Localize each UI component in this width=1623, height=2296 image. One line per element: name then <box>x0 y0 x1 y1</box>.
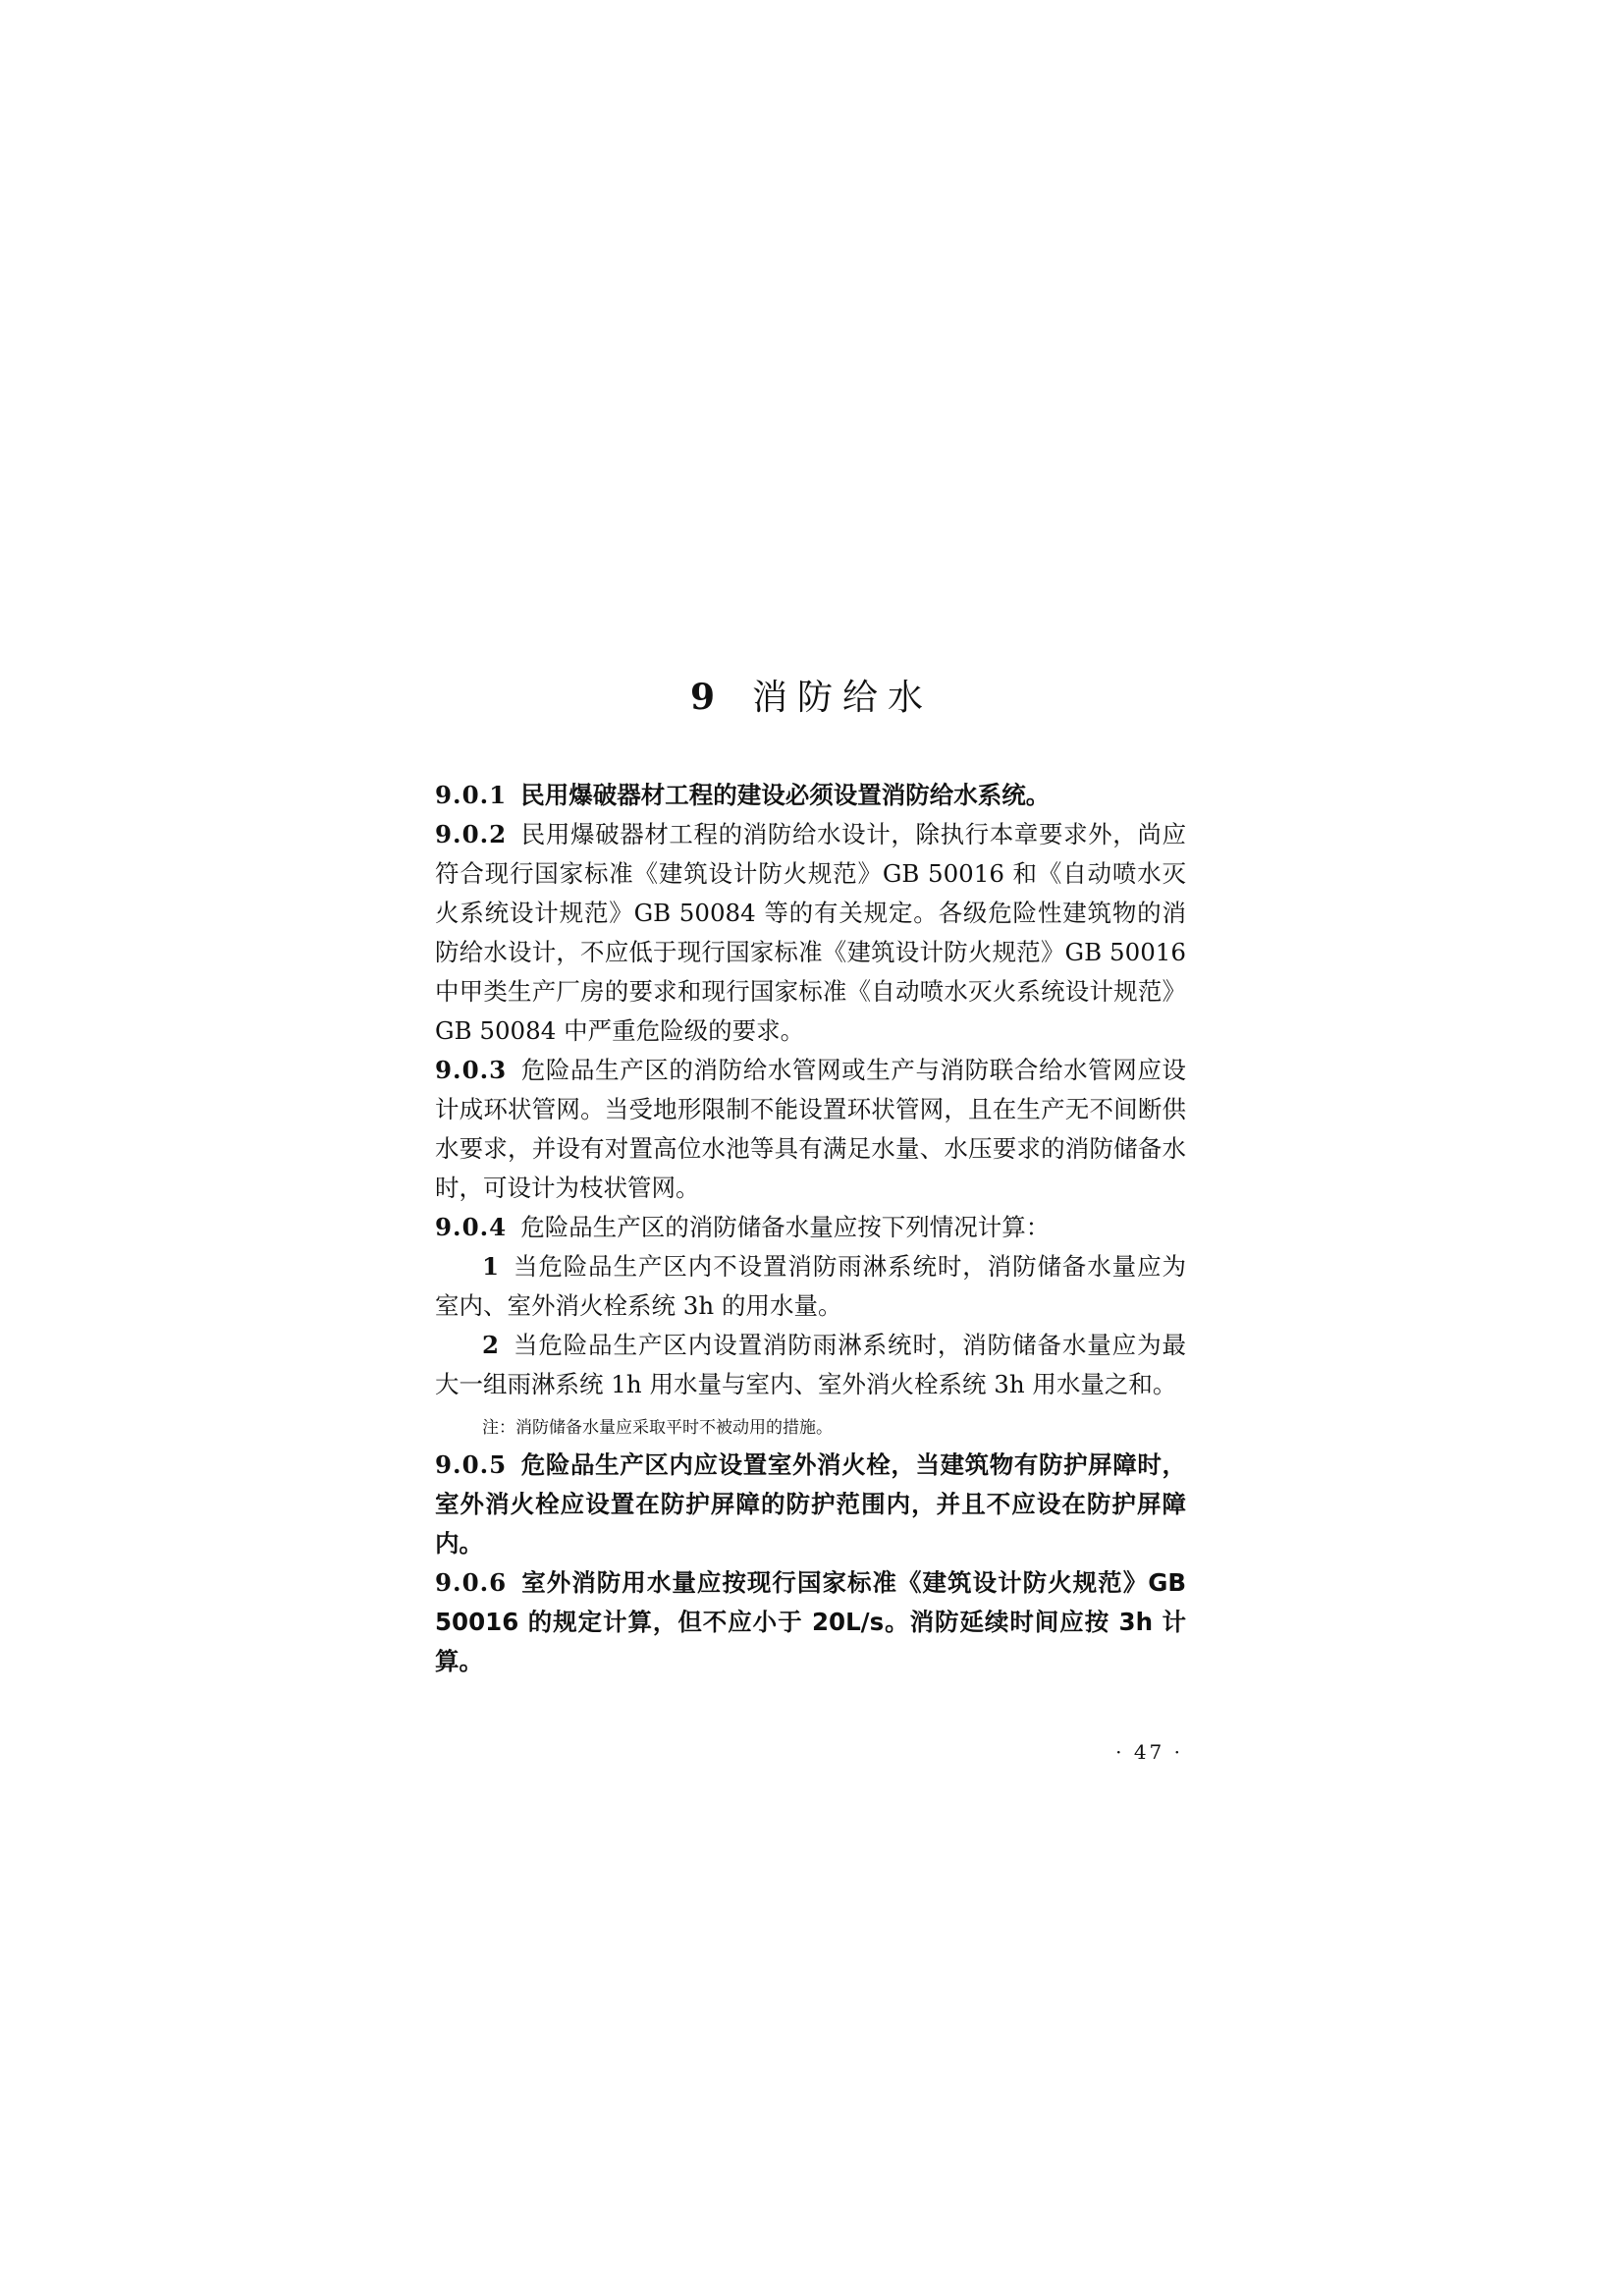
item-number: 2 <box>482 1331 500 1359</box>
clause-text: 民用爆破器材工程的消防给水设计，除执行本章要求外，尚应符合现行国家标准《建筑设计防火规范》GB 50016 和《自动喷水灭火系统设计规范》GB 50084 等的有关规定。各级危险性建筑物的消防给水设计，不应低于现行国家标准《建筑设计防火规范》GB 50016 中甲类生产厂房的要求和现行国家标准《自动喷水灭火系统设计规范》GB 50084 中严重危险级的要求。 <box>435 820 1186 1045</box>
note: 注：消防储备水量应采取平时不被动用的措施。 <box>482 1418 833 1438</box>
clause-9-0-4-item-2 <box>435 1326 1186 1404</box>
item-number: 1 <box>482 1252 500 1281</box>
clause-9-0-4 <box>435 1208 1186 1247</box>
clause-9-0-6 <box>435 1563 1186 1681</box>
clause-9-0-1 <box>435 776 1186 815</box>
clause-text: 民用爆破器材工程的建设必须设置消防给水系统。 <box>520 781 1051 809</box>
clause-number: 9.0.4 <box>435 1213 508 1241</box>
document-body <box>435 776 1186 1681</box>
clause-text: 危险品生产区的消防给水管网或生产与消防联合给水管网应设计成环状管网。当受地形限制不能设置环状管网，且在生产无不间断供水要求，并设有对置高位水池等具有满足水量、水压要求的消防储备水时，可设计为枝状管网。 <box>435 1056 1186 1202</box>
clause-text: 危险品生产区的消防储备水量应按下列情况计算： <box>520 1213 1051 1241</box>
item-text: 当危险品生产区内设置消防雨淋系统时，消防储备水量应为最大一组雨淋系统 1h 用水量与室内、室外消火栓系统 3h 用水量之和。 <box>435 1331 1186 1398</box>
clause-number: 9.0.1 <box>435 781 508 809</box>
clause-text: 室外消防用水量应按现行国家标准《建筑设计防火规范》GB 50016 的规定计算，但不应小于 20L/s。消防延续时间应按 3h 计算。 <box>435 1568 1186 1675</box>
chapter-title-text: 消防给水 <box>752 678 934 719</box>
clause-number: 9.0.2 <box>435 820 508 848</box>
page-number: · 47 · <box>1115 1740 1183 1764</box>
clause-number: 9.0.6 <box>435 1568 508 1597</box>
clause-number: 9.0.3 <box>435 1056 508 1084</box>
clause-9-0-2 <box>435 815 1186 1051</box>
clause-text: 危险品生产区内应设置室外消火栓，当建筑物有防护屏障时，室外消火栓应设置在防护屏障的防护范围内，并且不应设在防护屏障内。 <box>435 1450 1186 1558</box>
clause-9-0-5 <box>435 1446 1186 1563</box>
chapter-title <box>0 670 1623 720</box>
clause-9-0-3 <box>435 1051 1186 1208</box>
item-text: 当危险品生产区内不设置消防雨淋系统时，消防储备水量应为室内、室外消火栓系统 3h 的用水量。 <box>435 1252 1186 1320</box>
clause-number: 9.0.5 <box>435 1450 508 1479</box>
chapter-number: 9 <box>689 677 726 719</box>
clause-9-0-4-item-1 <box>435 1247 1186 1326</box>
